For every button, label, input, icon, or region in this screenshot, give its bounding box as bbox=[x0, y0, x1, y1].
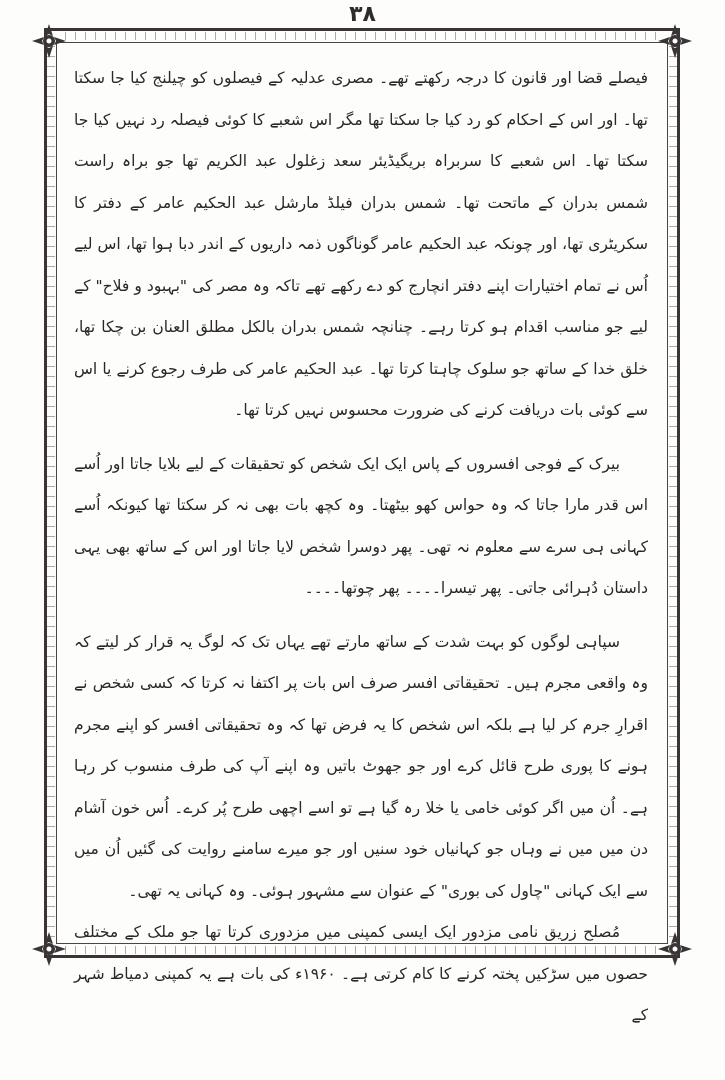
paragraph: بیرک کے فوجی افسروں کے پاس ایک ایک شخص کو تحقیقات کے لیے بلایا جاتا اور اُسے اس قدر مارا جاتا کہ وہ حواس کھو بیٹھتا۔ وہ کچھ بات بھی نہ کر سکتا تھا کیونکہ اُسے کہانی ہی سرے سے معلوم نہ تھی۔ پھر دوسرا شخص لایا جاتا اور اس کے ساتھ بھی یہی داستان دُہرائی جاتی۔ پھر تیسرا۔۔۔۔ پھر چوتھا۔۔۔۔ bbox=[74, 454, 648, 597]
paragraph: مُصلح زریق نامی مزدور ایک ایسی کمپنی میں مزدوری کرتا تھا جو ملک کے مختلف حصوں میں سڑکیں پختہ کرنے کا کام کرتی ہے۔ ۱۹۶۰ء کی بات ہے یہ کمپنی دمیاط شہر کے bbox=[74, 923, 648, 1024]
corner-ornament-icon bbox=[656, 930, 694, 968]
page-number: ۳۸ bbox=[349, 2, 376, 27]
corner-ornament-icon bbox=[30, 930, 68, 968]
page-body-text bbox=[74, 58, 648, 1024]
corner-ornament-icon bbox=[30, 22, 68, 60]
paragraph: سپاہی لوگوں کو بہت شدت کے ساتھ مارتے تھے یہاں تک کہ لوگ یہ قرار کر لیتے کہ وہ واقعی مجرم ہیں۔ تحقیقاتی افسر صرف اس بات پر اکتفا نہ کرتا کہ کسی شخص نے اقرارِ جرم کر لیا ہے بلکہ اس شخص کا یہ فرض تھا کہ وہ تحقیقاتی افسر کو اپنے مجرم ہونے کا پوری طرح قائل کرے اور جو جھوٹ باتیں وہ اپنے آپ کی طرف منسوب کر رہا ہے۔ اُن میں اگر کوئی خامی یا خلا رہ گیا ہے تو اسے اچھی طرح پُر کرے۔ اُس خون آشام دن میں میں نے وہاں جو کہانیاں خود سنیں اور جو میرے سامنے روایت کی گئیں اُن میں سے ایک کہانی "چاول کی بوری" کے عنوان سے مشہور ہوئی۔ وہ کہانی یہ تھی۔ bbox=[74, 632, 648, 900]
corner-ornament-icon bbox=[656, 22, 694, 60]
paragraph: فیصلے قضا اور قانون کا درجہ رکھتے تھے۔ مصری عدلیہ کے فیصلوں کو چیلنج کیا جا سکتا تھا۔ اور اس کے احکام کو رد کیا جا سکتا تھا مگر اس شعبے کا کوئی فیصلہ رد نہیں کیا جا سکتا تھا۔ اس شعبے کا سربراہ بریگیڈیئر سعد زغلول عبد الکریم تھا جو براہ راست شمس بدران کے ماتحت تھا۔ شمس بدران فیلڈ مارشل عبد الحکیم عامر کے دفتر کا سکریٹری تھا، اور چونکہ عبد الحکیم عامر گوناگوں ذمہ داریوں کے اندر دبا ہوا تھا، اس لیے اُس نے تمام اختیارات اپنے دفتر انچارج کو دے رکھے تھے تاکہ وہ مصر کی "بہبود و فلاح" کے لیے جو مناسب اقدام ہو کرتا رہے۔ چنانچہ شمس بدران بالکل مطلق العنان بن چکا تھا، خلق خدا کے ساتھ جو سلوک چاہتا کرتا تھا۔ عبد الحکیم عامر کی طرف رجوع کرنے یا اس سے کوئی بات دریافت کرنے کی ضرورت محسوس نہیں کرتا تھا۔ bbox=[74, 69, 648, 419]
